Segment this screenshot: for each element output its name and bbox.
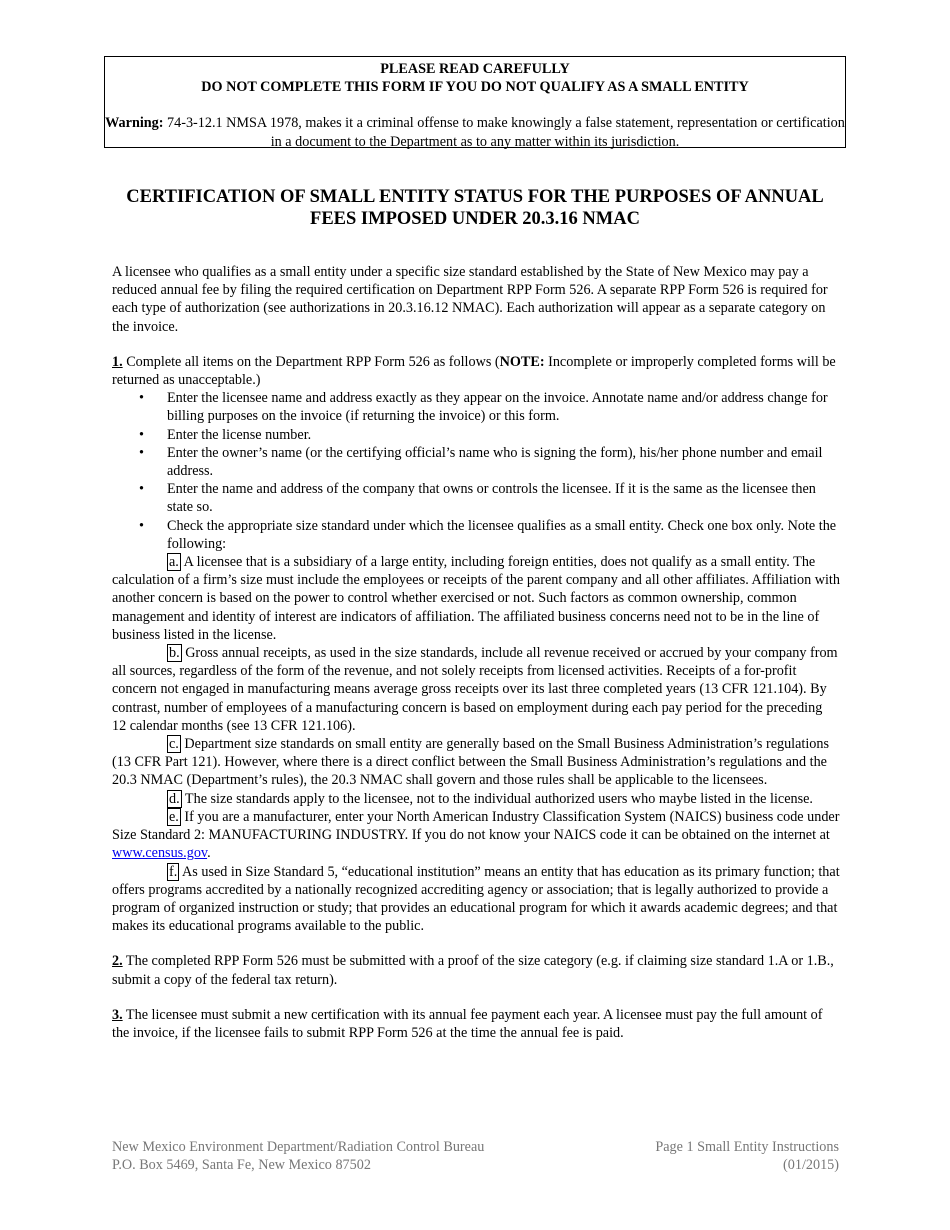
bullet-icon: •: [139, 444, 144, 461]
note-d-label: d.: [169, 790, 180, 807]
note-b-label: b.: [169, 645, 180, 662]
bullet-text: Enter the owner’s name (or the certifying official’s name who is signing the form), his/her phone number and email address.: [167, 444, 823, 480]
bullet-item: [112, 444, 840, 480]
bullet-item: [112, 389, 840, 425]
item-3-text: The licensee must submit a new certification with its annual fee payment each year. A licensee must pay the full amount of the invoice, if the licensee fails to submit RPP Form 526 at the time the annual fee is paid.: [112, 1006, 823, 1041]
warning-heading-2: DO NOT COMPLETE THIS FORM IF YOU DO NOT QUALIFY AS A SMALL ENTITY: [201, 79, 749, 96]
note-f: [112, 863, 840, 936]
note-a-label: a.: [169, 554, 179, 571]
bullet-text: Enter the license number.: [167, 426, 312, 443]
note-a-text: A licensee that is a subsidiary of a large entity, including foreign entities, does not qualify as a small entity. The calculation of a firm’s size must include the employees or receipts of the parent company and all other affiliates. Affiliation with another concern is based on the power to control whether exercised or not. Such factors as common ownership, common management and identity of interest are indicators of affiliation. The affiliated business concerns need not to be in the line of business listed in the license.: [112, 554, 840, 643]
item-1-bullet-list: [112, 389, 840, 553]
warning-text: 74-3-12.1 NMSA 1978, makes it a criminal offense to make knowingly a false statement, representation or certification in a document to the Department as to any matter within its jurisdiction.: [163, 115, 845, 150]
item-1-text-b: Incomplete or improperly completed forms will be returned as unacceptable.): [112, 353, 836, 389]
instructions-body: [112, 263, 840, 1042]
bullet-icon: •: [139, 481, 144, 498]
item-3-number: 3.: [112, 1006, 123, 1023]
footer-page-label: Page 1 Small Entity Instructions: [655, 1139, 839, 1155]
footer-left: [112, 1138, 484, 1174]
note-b: [112, 644, 840, 735]
item-2-number: 2.: [112, 953, 123, 970]
item-1-number: 1.: [112, 353, 123, 370]
census-link[interactable]: www.census.gov: [112, 845, 208, 862]
item-3-paragraph: [112, 1006, 840, 1042]
note-d: [112, 790, 840, 808]
note-e: [112, 808, 840, 863]
bullet-icon: •: [139, 517, 144, 534]
warning-label: Warning:: [105, 115, 164, 132]
bullet-item: [112, 426, 840, 444]
note-e-tail: .: [207, 845, 211, 862]
bullet-text: Enter the name and address of the company that owns or controls the licensee. If it is the same as the licensee then state so.: [167, 481, 816, 516]
warning-box: [104, 56, 846, 148]
note-f-text: As used in Size Standard 5, “educational institution” means an entity that has education as its primary function; that offers programs accredited by a nationally recognized accrediting agency or association; that is legally authorized to provide a program of organized instruction or study; that provides an educational program for which it awards academic degrees; and that makes its educational programs available to the public.: [112, 863, 840, 935]
warning-statement: [105, 114, 845, 150]
note-c-label: c.: [169, 736, 179, 753]
bullet-icon: •: [139, 426, 144, 443]
bullet-item: [112, 517, 840, 553]
item-1-note-label: NOTE:: [499, 353, 545, 370]
note-e-text: If you are a manufacturer, enter your North American Industry Classification System (NAICS) business code under Size Standard 2: MANUFACTURING INDUSTRY. If you do not know your NAICS code it can be obtained on the internet at: [112, 808, 840, 844]
footer-revision-date: (01/2015): [783, 1157, 839, 1174]
footer-organization: New Mexico Environment Department/Radiation Control Bureau: [112, 1139, 485, 1155]
note-a: [112, 553, 840, 644]
bullet-text: Enter the licensee name and address exactly as they appear on the invoice. Annotate name and/or address change for billing purposes on the invoice (if returning the invoice) or this form.: [167, 390, 828, 425]
note-d-text: The size standards apply to the licensee, not to the individual authorized users who maybe listed in the license.: [181, 790, 813, 807]
footer-right: [655, 1138, 839, 1174]
document-title: CERTIFICATION OF SMALL ENTITY STATUS FOR THE PURPOSES OF ANNUAL FEES IMPOSED UNDER 20.3.16 NMAC: [126, 187, 824, 229]
footer-address: P.O. Box 5469, Santa Fe, New Mexico 87502: [112, 1157, 371, 1174]
warning-heading-1: PLEASE READ CAREFULLY: [380, 61, 570, 77]
item-2-text: The completed RPP Form 526 must be submitted with a proof of the size category (e.g. if claiming size standard 1.A or 1.B., submit a copy of the federal tax return).: [112, 953, 834, 988]
item-2-paragraph: [112, 952, 840, 988]
note-c-text: Department size standards on small entity are generally based on the Small Business Administration’s regulations (13 CFR Part 121). However, where there is a direct conflict between the Small Business Administration’s regulations and the 20.3 NMAC (Department’s rules), the 20.3 NMAC shall govern and those rules shall be applicable to the licensees.: [112, 736, 830, 789]
note-e-label: e.: [169, 808, 179, 825]
bullet-icon: •: [139, 390, 144, 407]
intro-paragraph: A licensee who qualifies as a small entity under a specific size standard established by the State of New Mexico may pay a reduced annual fee by filing the required certification on Department RPP Form 526. A separate RPP Form 526 is required for each type of authorization (see authorizations in 20.3.16.12 NMAC). Each authorization will appear as a separate category on the invoice.: [112, 264, 828, 335]
bullet-text: Check the appropriate size standard under which the licensee qualifies as a small entity. Check one box only. Note the following:: [167, 517, 837, 552]
note-f-label: f.: [169, 863, 178, 880]
note-b-text: Gross annual receipts, as used in the size standards, include all revenue received or accrued by your company from all sources, regardless of the form of the revenue, and not solely receipts from licensed activities. Receipts of a for-profit concern not engaged in manufacturing means average gross receipts over its last three completed years (13 CFR 121.104). By contrast, number of employees of a manufacturing concern is based on employment during each pay period for the preceding 12 calendar months (see 13 CFR 121.106).: [112, 645, 838, 734]
item-1-paragraph: [112, 353, 840, 389]
note-c: [112, 735, 840, 790]
bullet-item: [112, 480, 840, 516]
item-1-text-a: Complete all items on the Department RPP Form 526 as follows (: [122, 353, 500, 370]
